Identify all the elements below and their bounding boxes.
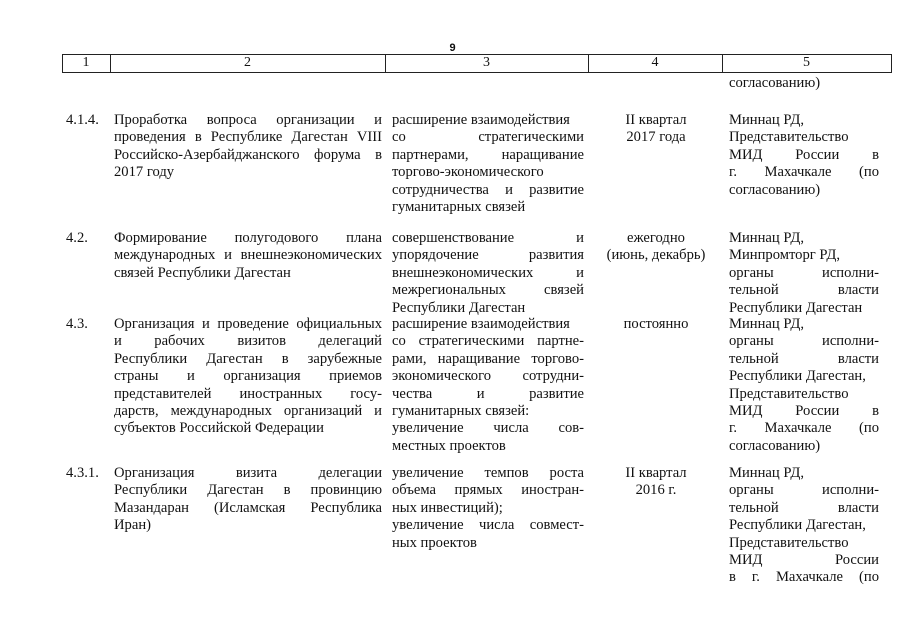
row-number: 4.3. [66,316,88,332]
expected-result: расширение взаимодействия со стратегическими партне- рами, наращивание торгово- экономического сотрудни- чества и развитие гуманитарных связей: увеличение числа сов- местных проектов [392,316,584,454]
header-col-2: 2 [244,55,251,70]
row-number: 4.2. [66,230,88,246]
page-number: 9 [449,42,456,54]
header-col-1: 1 [82,55,90,70]
deadline: ежегодно (июнь, декабрь) [606,230,706,264]
carry-over-text: согласованию) [729,75,821,91]
header-divider [891,54,892,72]
header-col-3: 3 [483,55,490,70]
header-col-5: 5 [803,55,810,70]
header-bottom-rule [62,72,892,73]
activity-name: Организация и проведение официальных и рабочих визитов делегаций Республики Дагестан в зарубежные страны и организация приемов представителей иностранных госу- дарств, международных организаций и субъектов Российской Федерации [114,316,382,437]
responsible: Миннац РД, органы исполни- тельной власти Республики Дагестан, Представительство МИД России в г. Махачкале (по [729,465,879,586]
activity-name: Организация визита делегации Республики Дагестан в провинцию Мазандаран (Исламская Республика Иран) [114,465,382,534]
deadline: II квартал 2017 года [625,112,687,146]
expected-result: расширение взаимодействия со стратегическими партнерами, наращивание торгово-экономического сотрудничества и развитие гуманитарных связей [392,112,584,215]
expected-result: совершенствование и упорядочение развития внешнеэкономических и межрегиональных связей Республики Дагестан [392,230,584,316]
header-col-4: 4 [651,55,659,70]
activity-name: Формирование полугодового плана международных и внешнеэкономических связей Республики Дагестан [114,230,382,281]
activity-name: Проработка вопроса организации и проведения в Республике Дагестан VIII Российско-Азербайджанского форума в 2017 году [114,112,382,181]
row-number: 4.1.4. [66,112,99,128]
expected-result: увеличение темпов роста объема прямых иностран- ных инвестиций); увеличение числа совмест- ных проектов [392,465,584,551]
responsible: Миннац РД, органы исполни- тельной власти Республики Дагестан, Представительство МИД России в г. Махачкале (по согласованию) [729,316,879,454]
responsible: Миннац РД, Минпромторг РД, органы исполни- тельной власти Республики Дагестан [729,230,879,316]
responsible: Миннац РД, Представительство МИД России в г. Махачкале (по согласованию) [729,112,879,198]
deadline: II квартал 2016 г. [625,465,687,499]
deadline: постоянно [623,316,689,332]
row-number: 4.3.1. [66,465,99,481]
